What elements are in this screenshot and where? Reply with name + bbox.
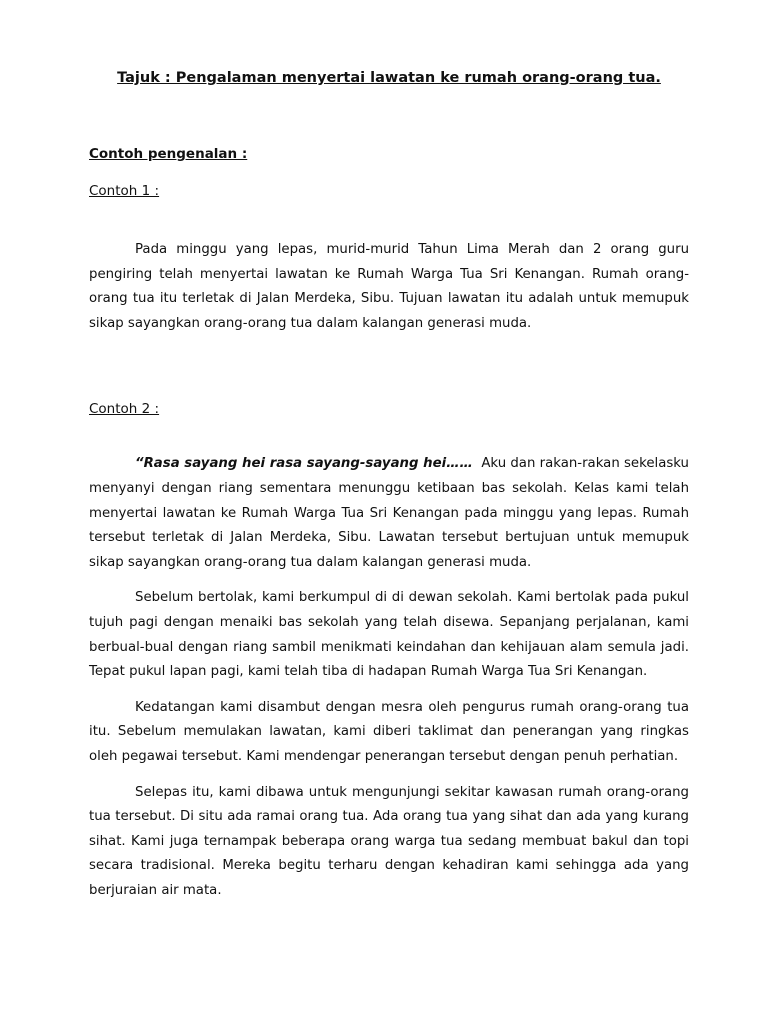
example-2-paragraph-4: Selepas itu, kami dibawa untuk mengunjungi sekitar kawasan rumah orang-orang tua tersebut. Di situ ada ramai orang tua. Ada orang tua yang sihat dan ada yang kurang sihat. Kami juga ternampak beberapa orang warga tua sedang membuat bakul dan topi secara tradisional. Mereka begitu terharu dengan kehadiran kami sehingga ada yang berjuraian air mata. <box>89 784 689 898</box>
example-1-heading: Contoh 1 : <box>89 183 160 199</box>
document-title: Tajuk : Pengalaman menyertai lawatan ke rumah orang-orang tua. <box>117 70 661 86</box>
example-2-paragraph-1 <box>89 452 689 575</box>
example-1-paragraph: Pada minggu yang lepas, murid-murid Tahun Lima Merah dan 2 orang guru pengiring telah menyertai lawatan ke Rumah Warga Tua Sri Kenangan. Rumah orang-orang tua itu terletak di Jalan Merdeka, Sibu. Tujuan lawatan itu adalah untuk memupuk sikap sayangkan orang-orang tua dalam kalangan generasi muda. <box>89 242 689 331</box>
song-quote: “Rasa sayang hei rasa sayang-sayang hei…… <box>135 456 473 472</box>
example-2-paragraph-3: Kedatangan kami disambut dengan mesra oleh pengurus rumah orang-orang tua itu. Sebelum memulakan lawatan, kami diberi taklimat dan penerangan yang ringkas oleh pegawai tersebut. Kami mendengar penerangan tersebut dengan penuh perhatian. <box>89 699 689 764</box>
example-2-paragraph-2: Sebelum bertolak, kami berkumpul di di dewan sekolah. Kami bertolak pada pukul tujuh pagi dengan menaiki bas sekolah yang telah disewa. Sepanjang perjalanan, kami berbual-bual dengan riang sambil menikmati keindahan dan kehijauan alam semula jadi. Tepat pukul lapan pagi, kami telah tiba di hadapan Rumah Warga Tua Sri Kenangan. <box>89 590 689 680</box>
example-2-paragraph-1-text: Aku dan rakan-rakan sekelasku menyanyi dengan riang sementara menunggu ketibaan bas sekolah. Kelas kami telah menyertai lawatan ke Rumah Warga Tua Sri Kenangan pada minggu yang lepas. Rumah tersebut terletak di Jalan Merdeka, Sibu. Lawatan tersebut bertujuan untuk memupuk sikap sayangkan orang-orang tua dalam kalangan generasi muda. <box>89 456 689 570</box>
example-2-heading: Contoh 2 : <box>89 401 160 418</box>
intro-heading: Contoh pengenalan : <box>89 146 248 162</box>
